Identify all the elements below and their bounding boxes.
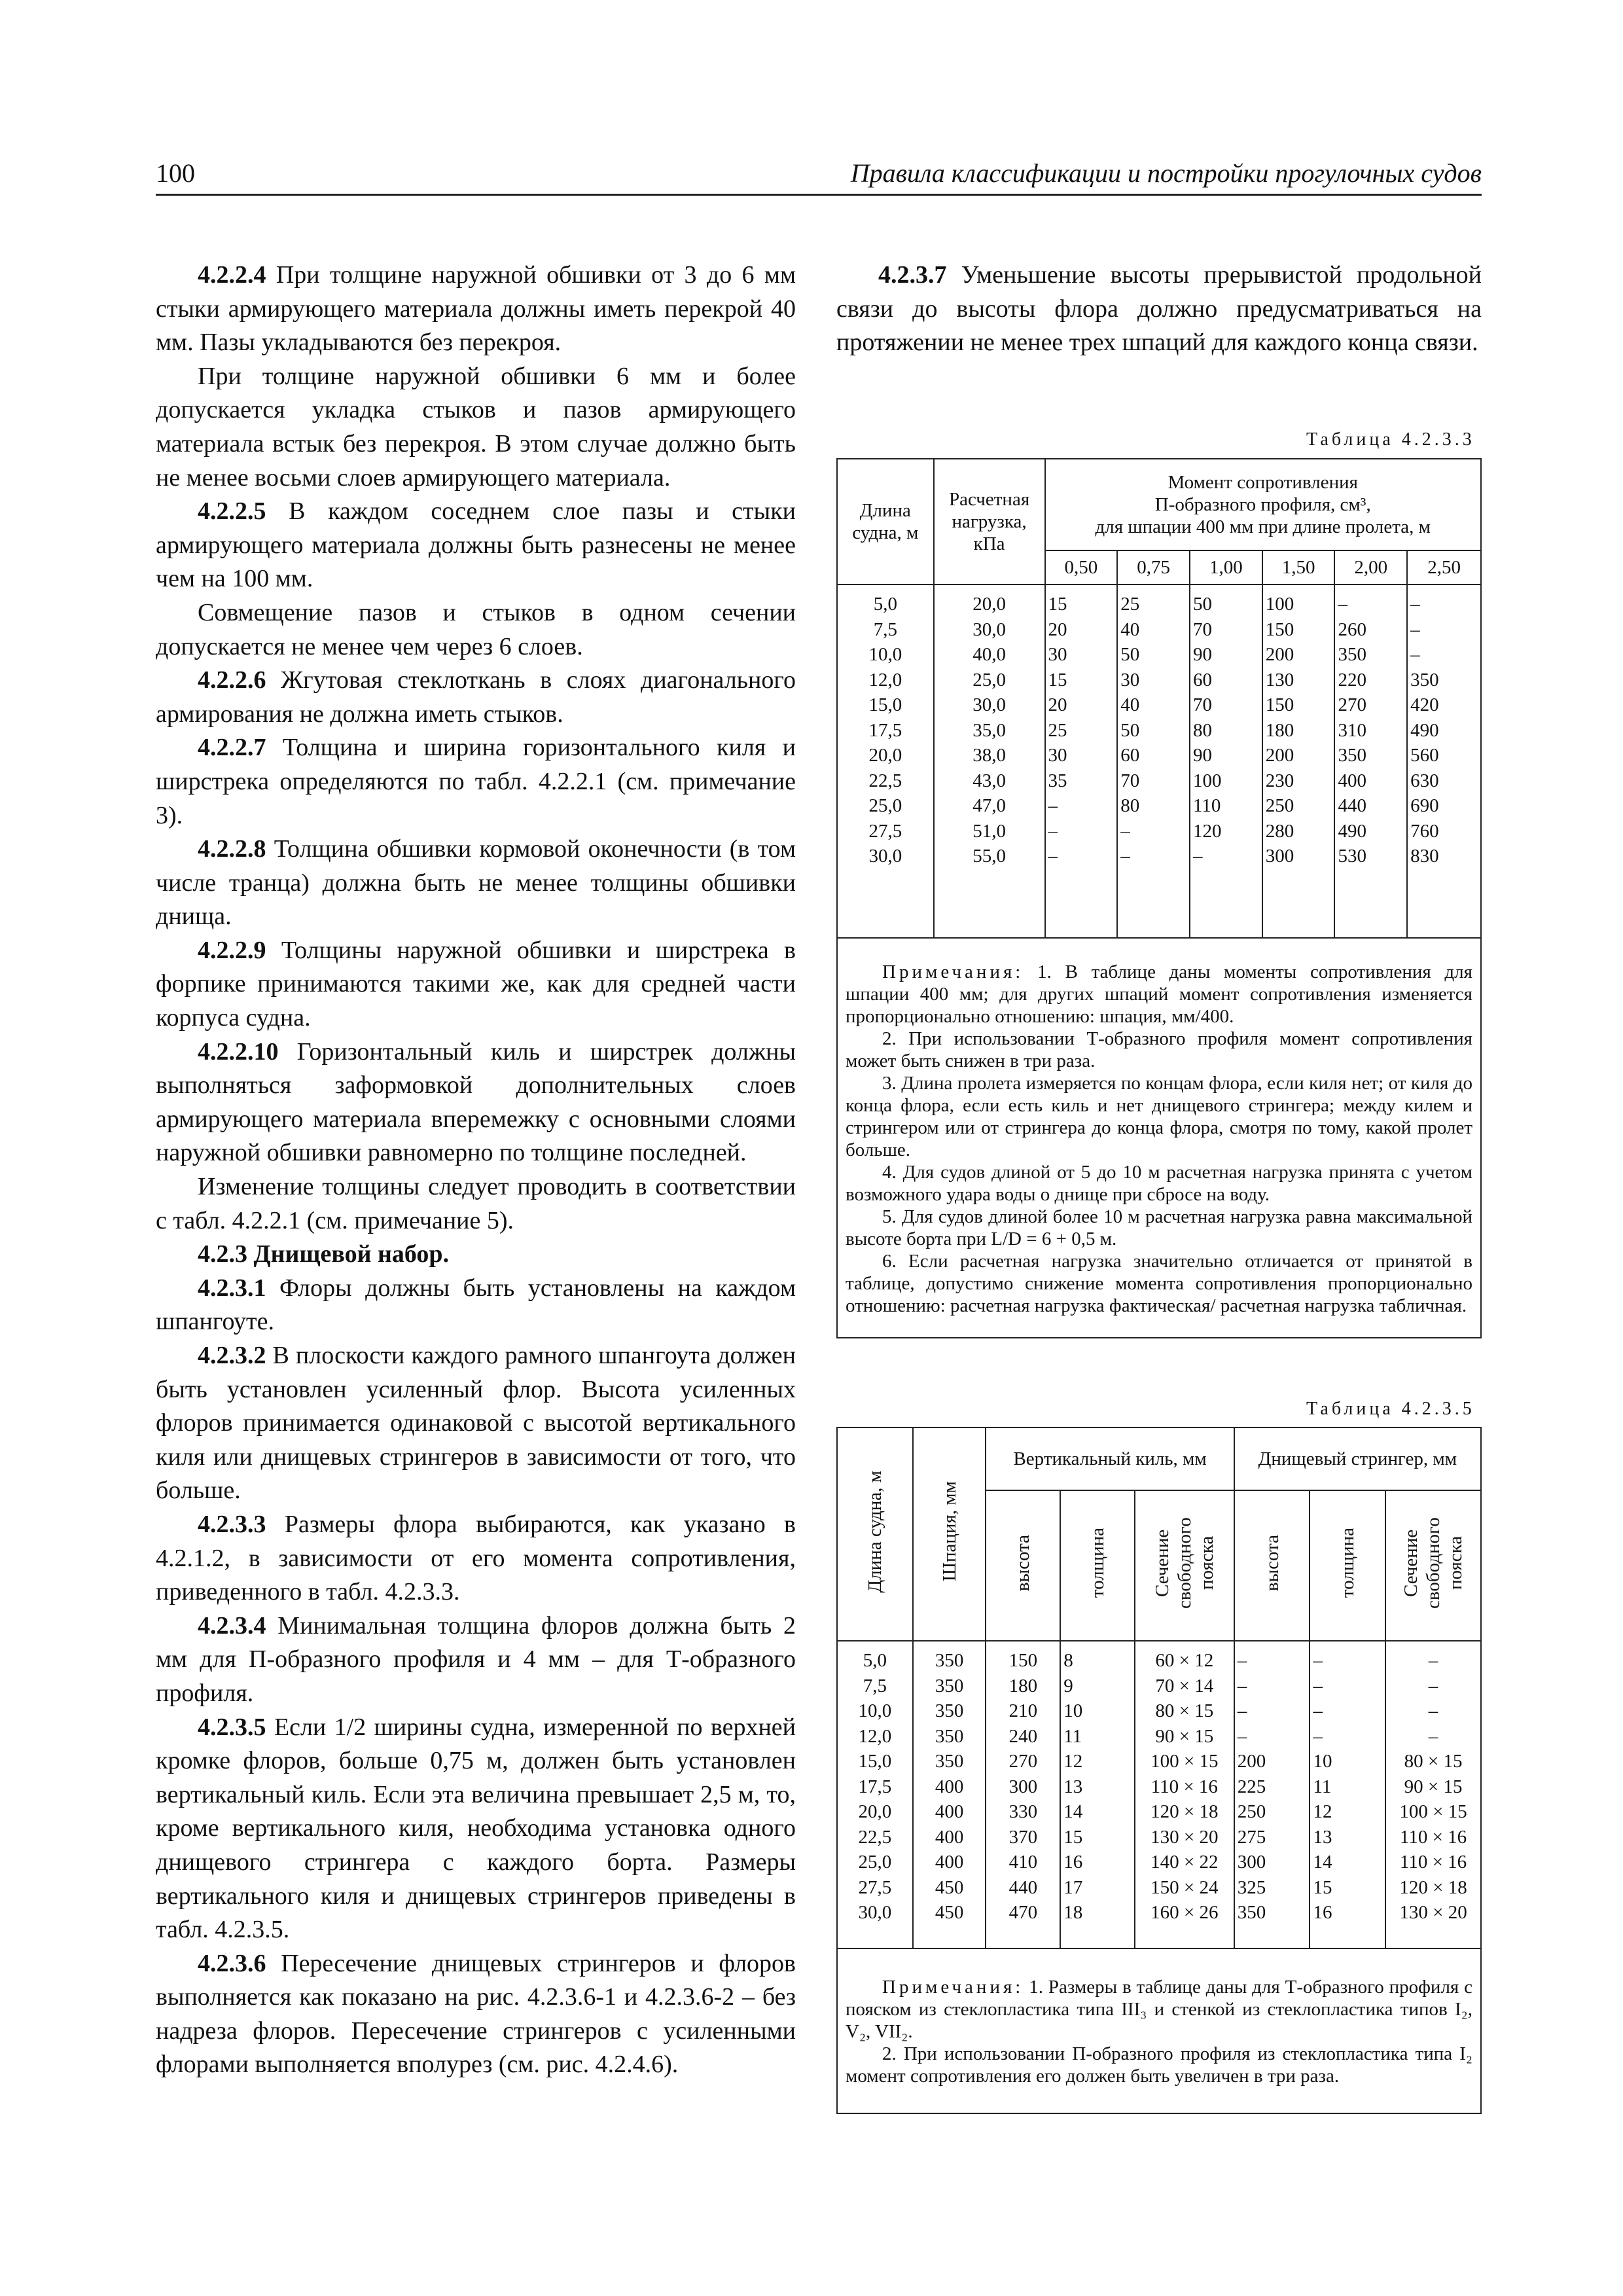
data-column bbox=[1385, 1641, 1481, 1948]
table-cell: 17,5 bbox=[858, 1776, 892, 1797]
table-cell: 200 bbox=[1265, 644, 1294, 665]
table-cell: 15 bbox=[1063, 1826, 1083, 1848]
table-cell: 15,0 bbox=[858, 1751, 892, 1772]
table-cell: 530 bbox=[1338, 846, 1366, 867]
table-cell: 150 bbox=[1265, 694, 1294, 715]
paragraph bbox=[156, 664, 796, 731]
table-cell: – bbox=[1428, 1725, 1438, 1747]
table-cell: 40 bbox=[1120, 694, 1140, 715]
table-cell: 90 × 15 bbox=[1155, 1725, 1214, 1747]
table-cell: 280 bbox=[1265, 820, 1294, 842]
clause-number: 4.2.3.1 bbox=[198, 1274, 266, 1302]
table-cell: 27,5 bbox=[868, 820, 902, 842]
table-cell: 22,5 bbox=[858, 1826, 892, 1848]
table-cell: 30,0 bbox=[858, 1902, 892, 1923]
clause-number: 4.2.2.10 bbox=[198, 1037, 279, 1066]
note-item bbox=[846, 1028, 1472, 1072]
paragraph-text: В плоскости каждого рамного шпангоута должен быть установлен усиленный флор. Высота усиленных флоров принимается одинаковой с высотой вертикального киля или днищевых стрингеров в зависимости от того, что больше. bbox=[156, 1342, 796, 1505]
table-cell: – bbox=[1313, 1725, 1323, 1747]
paragraph-text: Размеры флора выбираются, как указано в 4.2.1.2, в зависимости от его момента сопротивления, приведенного в табл. 4.2.3.3. bbox=[156, 1510, 796, 1606]
table-cell: – bbox=[1313, 1650, 1323, 1671]
clause-number: 4.2.2.4 bbox=[198, 261, 266, 289]
paragraph-text: Горизонтальный киль и ширстрек должны выполняться заформовкой дополнительных слоев армирующего материала вперемежку с основными слоями наружной обшивки равномерно по толщине последней. bbox=[156, 1037, 796, 1167]
table-cell: 400 bbox=[935, 1826, 964, 1848]
clause-number: 4.2.2.7 bbox=[198, 734, 266, 762]
note-text: 2. При использовании П-образного профиля из стеклопластика типа I₂ момент сопротивления его должен быть увеличен в три раза. bbox=[846, 2043, 1472, 2087]
table-cell: – bbox=[1048, 820, 1058, 842]
table-cell: 12,0 bbox=[868, 669, 902, 691]
note-item bbox=[846, 1206, 1472, 1250]
table-cell: 440 bbox=[1338, 795, 1366, 816]
paragraph bbox=[156, 934, 796, 1035]
table-cell: 5,0 bbox=[863, 1650, 887, 1671]
note-text: 1. Размеры в таблице даны для Т-образного профиля с пояском из стеклопластика типа III₃ и стенкой из стеклопластика типов I₂, V₂, VII₂. bbox=[846, 1977, 1472, 2042]
table-cell: 90 bbox=[1192, 745, 1212, 766]
note-item bbox=[846, 1161, 1472, 1206]
table-cell: 60 bbox=[1120, 745, 1140, 766]
table-cell: 47,0 bbox=[972, 795, 1006, 816]
span-header: 1,50 bbox=[1262, 550, 1335, 584]
table-cell: 30,0 bbox=[972, 694, 1006, 715]
table-cell: 330 bbox=[1008, 1801, 1038, 1822]
table-cell: 300 bbox=[1265, 846, 1294, 867]
table-cell: 830 bbox=[1410, 846, 1439, 867]
table-cell: 350 bbox=[1237, 1902, 1266, 1923]
table-cell: 51,0 bbox=[972, 820, 1006, 842]
table-cell: 230 bbox=[1265, 770, 1294, 791]
table-cell: 40,0 bbox=[972, 644, 1006, 665]
table-caption-4-2-3-3: Таблица 4.2.3.3 bbox=[1306, 429, 1475, 450]
data-column bbox=[1060, 1641, 1135, 1948]
table-cell: 9 bbox=[1063, 1675, 1073, 1696]
data-column bbox=[934, 584, 1045, 938]
paragraph bbox=[836, 259, 1482, 360]
paragraph bbox=[156, 1035, 796, 1170]
paragraph bbox=[156, 495, 796, 596]
note-text: 1. В таблице даны моменты сопротивления для шпации 400 мм; для других шпаций момент сопротивления изменяется пропорционально отношению: шпация, мм/400. bbox=[846, 961, 1472, 1027]
table-cell: 350 bbox=[935, 1725, 964, 1747]
data-column bbox=[837, 1641, 913, 1948]
table-cell: 440 bbox=[1008, 1876, 1038, 1898]
table-cell: 110 × 16 bbox=[1399, 1852, 1467, 1873]
table-cell: 250 bbox=[1237, 1801, 1266, 1822]
table-cell: 15 bbox=[1313, 1876, 1332, 1898]
paragraph-text: При толщине наружной обшивки от 3 до 6 мм стыки армирующего материала должны иметь перекрой 40 мм. Пазы укладываются без перекроя. bbox=[156, 261, 796, 357]
table-cell: 180 bbox=[1008, 1675, 1038, 1696]
table-cell: 120 × 18 bbox=[1150, 1801, 1219, 1822]
col-head-length: Длина судна, м bbox=[837, 1427, 913, 1641]
note-text: 2. При использовании Т-образного профиля момент сопротивления может быть снижен в три раза. bbox=[846, 1028, 1472, 1071]
clause-number: 4.2.2.9 bbox=[198, 936, 266, 964]
table-cell: 25,0 bbox=[972, 669, 1006, 691]
right-column bbox=[836, 259, 1482, 360]
data-column bbox=[913, 1641, 986, 1948]
note-item bbox=[846, 1976, 1472, 2043]
table-cell: 150 bbox=[1008, 1650, 1038, 1671]
note-text: 3. Длина пролета измеряется по концам флора, если киля нет; от киля до конца флора, если есть киль и нет днищевого стрингера; между килем и стрингером или от стрингера до конца флора, смотря по тому, какой пролет больше. bbox=[846, 1072, 1472, 1160]
table-cell: 450 bbox=[935, 1876, 964, 1898]
table-cell: 260 bbox=[1338, 619, 1366, 640]
table-cell: – bbox=[1237, 1675, 1247, 1696]
table-cell: – bbox=[1048, 846, 1058, 867]
table-cell: 90 bbox=[1192, 644, 1212, 665]
table-cell: 470 bbox=[1008, 1902, 1038, 1923]
table-cell: 200 bbox=[1237, 1751, 1266, 1772]
table-cell: 130 bbox=[1265, 669, 1294, 691]
table-cell: 12,0 bbox=[858, 1725, 892, 1747]
table-cell: 110 × 16 bbox=[1150, 1776, 1218, 1797]
table-notes-4-2-3-5 bbox=[837, 1948, 1481, 2113]
table-cell: 490 bbox=[1410, 719, 1439, 741]
table-cell: 14 bbox=[1063, 1801, 1083, 1822]
paragraph bbox=[156, 1238, 796, 1272]
table-cell: 50 bbox=[1120, 644, 1140, 665]
paragraph-text: При толщине наружной обшивки 6 мм и более допускается укладка стыков и пазов армирующего материала встык без перекроя. В этом случае должно быть не менее восьми слоев армирующего материала. bbox=[156, 362, 796, 492]
running-title: Правила классификации и постройки прогулочных судов bbox=[850, 158, 1482, 188]
table-cell: – bbox=[1192, 846, 1203, 867]
table-cell: 70 bbox=[1120, 770, 1140, 791]
table-cell: 210 bbox=[1008, 1700, 1038, 1721]
data-column bbox=[1334, 584, 1407, 938]
table-cell: 80 × 15 bbox=[1155, 1700, 1214, 1721]
table-cell: 325 bbox=[1237, 1876, 1266, 1898]
table-cell: 410 bbox=[1008, 1852, 1038, 1873]
table-cell: 17,5 bbox=[868, 719, 902, 741]
paragraph-text: Флоры должны быть установлены на каждом шпангоуте. bbox=[156, 1274, 796, 1336]
span-header: 2,00 bbox=[1334, 550, 1407, 584]
table-cell: 300 bbox=[1008, 1776, 1038, 1797]
table-cell: – bbox=[1428, 1650, 1438, 1671]
table-cell: 13 bbox=[1063, 1776, 1083, 1797]
col-head-length: Длина судна, м bbox=[837, 459, 934, 584]
table-4-2-3-5 bbox=[836, 1427, 1482, 2114]
data-column bbox=[1045, 584, 1118, 938]
table-cell: 80 bbox=[1192, 719, 1212, 741]
paragraph-text: Изменение толщины следует проводить в соответствии с табл. 4.2.2.1 (см. примечание 5). bbox=[156, 1173, 796, 1234]
table-cell: 560 bbox=[1410, 745, 1439, 766]
table-cell: 30 bbox=[1048, 745, 1067, 766]
table-cell: 7,5 bbox=[873, 619, 897, 640]
table-cell: 400 bbox=[935, 1801, 964, 1822]
notes-label: Примечания: bbox=[882, 961, 1024, 982]
table-cell: 27,5 bbox=[858, 1876, 892, 1898]
table-cell: 70 bbox=[1192, 619, 1212, 640]
paragraph-text: Пересечение днищевых стрингеров и флоров выполняется как показано на рис. 4.2.3.6-1 и 4.2.3.6-2 – без надреза флоров. Пересечение стрингеров с усиленными флорами выполняется вполурез (см. рис. 4.2.4.6). bbox=[156, 1949, 796, 2079]
table-cell: 270 bbox=[1338, 694, 1366, 715]
table-cell: 450 bbox=[935, 1902, 964, 1923]
table-cell: 400 bbox=[1338, 770, 1366, 791]
table-cell: 200 bbox=[1265, 745, 1294, 766]
clause-number: 4.2.3.6 bbox=[198, 1949, 266, 1977]
table-cell: 225 bbox=[1237, 1776, 1266, 1797]
table-cell: 100 bbox=[1192, 770, 1222, 791]
table-cell: 30,0 bbox=[972, 619, 1006, 640]
table-cell: 25,0 bbox=[858, 1852, 892, 1873]
paragraph-text: Уменьшение высоты прерывистой продольной связи до высоты флора должно предусматриваться на протяжении не менее трех шпаций для каждого конца связи. bbox=[836, 261, 1482, 357]
paragraph bbox=[156, 360, 796, 495]
table-cell: 100 bbox=[1265, 594, 1294, 615]
table-cell: 400 bbox=[935, 1776, 964, 1797]
note-text: 4. Для судов длиной от 5 до 10 м расчетная нагрузка принята с учетом возможного удара воды о днище при сбросе на воду. bbox=[846, 1161, 1472, 1205]
col-head-bottom-stringer: Днищевый стрингер, мм bbox=[1234, 1427, 1481, 1490]
table-cell: – bbox=[1313, 1675, 1323, 1696]
data-column bbox=[1135, 1641, 1234, 1948]
data-column bbox=[837, 584, 934, 938]
table-cell: 350 bbox=[935, 1675, 964, 1696]
paragraph bbox=[156, 731, 796, 833]
table-cell: 20,0 bbox=[868, 745, 902, 766]
note-item bbox=[846, 961, 1472, 1028]
table-cell: – bbox=[1120, 820, 1130, 842]
paragraph-text: Совмещение пазов и стыков в одном сечении допускается не менее чем через 6 слоев. bbox=[156, 598, 796, 660]
table-cell: 350 bbox=[1338, 745, 1366, 766]
table-cell: 20 bbox=[1048, 694, 1067, 715]
col-head-moment: Момент сопротивления П-образного профиля, см³, для шпации 400 мм при длине пролета, м bbox=[1045, 459, 1482, 550]
table-cell: 490 bbox=[1338, 820, 1366, 842]
table-cell: 275 bbox=[1237, 1826, 1266, 1848]
col-head-load: Расчетная нагрузка, кПа bbox=[934, 459, 1045, 584]
table-cell: 150 bbox=[1265, 619, 1294, 640]
table-cell: 20 bbox=[1048, 619, 1067, 640]
sub-head-keel-height: высота bbox=[986, 1490, 1060, 1641]
paragraph-text: Толщина обшивки кормовой оконечности (в том числе транца) должна быть не менее толщины обшивки днища. bbox=[156, 835, 796, 931]
paragraph bbox=[156, 259, 796, 360]
paragraph bbox=[156, 1339, 796, 1508]
table-cell: – bbox=[1428, 1675, 1438, 1696]
table-cell: 10,0 bbox=[868, 644, 902, 665]
data-column bbox=[1190, 584, 1262, 938]
table-cell: 10 bbox=[1313, 1751, 1332, 1772]
table-cell: – bbox=[1313, 1700, 1323, 1721]
data-column bbox=[1310, 1641, 1385, 1948]
sub-head-keel-flange: Сечение свободного пояска bbox=[1135, 1490, 1234, 1641]
table-cell: 13 bbox=[1313, 1826, 1332, 1848]
table-cell: 420 bbox=[1410, 694, 1439, 715]
paragraph-text: Толщина и ширина горизонтального киля и ширстрека определяются по табл. 4.2.2.1 (см. примечание 3). bbox=[156, 734, 796, 829]
table-cell: 30,0 bbox=[868, 846, 902, 867]
table-cell: 25 bbox=[1120, 594, 1140, 615]
table-cell: 110 bbox=[1192, 795, 1221, 816]
table-cell: – bbox=[1410, 619, 1420, 640]
table-cell: 300 bbox=[1237, 1852, 1266, 1873]
table-cell: 10,0 bbox=[858, 1700, 892, 1721]
table-cell: 250 bbox=[1265, 795, 1294, 816]
table-cell: 350 bbox=[935, 1650, 964, 1671]
note-text: 5. Для судов длиной более 10 м расчетная нагрузка равна максимальной высоте борта при L/D = 6 + 0,5 м. bbox=[846, 1206, 1472, 1249]
table-cell: 15,0 bbox=[868, 694, 902, 715]
clause-number: 4.2.2.8 bbox=[198, 835, 266, 863]
table-cell: 60 × 12 bbox=[1155, 1650, 1214, 1671]
paragraph-text: В каждом соседнем слое пазы и стыки армирующего материала должны быть разнесены не менее чем на 100 мм. bbox=[156, 497, 796, 593]
paragraph-text: Жгутовая стеклоткань в слоях диагонального армирования не должна иметь стыков. bbox=[156, 666, 796, 728]
paragraph bbox=[156, 1272, 796, 1339]
table-cell: 10 bbox=[1063, 1700, 1083, 1721]
table-cell: 40 bbox=[1120, 619, 1140, 640]
data-column bbox=[986, 1641, 1060, 1948]
table-cell: 7,5 bbox=[863, 1675, 887, 1696]
table-cell: – bbox=[1120, 846, 1130, 867]
table-cell: 350 bbox=[935, 1751, 964, 1772]
table-cell: 130 × 20 bbox=[1150, 1826, 1219, 1848]
table-cell: 50 bbox=[1192, 594, 1212, 615]
paragraph bbox=[156, 1711, 796, 1947]
paragraph bbox=[156, 833, 796, 934]
table-cell: 43,0 bbox=[972, 770, 1006, 791]
page-number: 100 bbox=[156, 158, 195, 188]
table-cell: 370 bbox=[1008, 1826, 1038, 1848]
paragraph bbox=[156, 1170, 796, 1238]
table-cell: 35,0 bbox=[972, 719, 1006, 741]
table-4-2-3-3 bbox=[836, 458, 1482, 1338]
table-cell: 15 bbox=[1048, 669, 1067, 691]
table-cell: 630 bbox=[1410, 770, 1439, 791]
sub-head-keel-thickness: толщина bbox=[1060, 1490, 1135, 1641]
table-cell: 310 bbox=[1338, 719, 1366, 741]
table-cell: – bbox=[1410, 644, 1420, 665]
table-cell: 20,0 bbox=[972, 594, 1006, 615]
left-column bbox=[156, 259, 796, 2082]
data-column bbox=[1234, 1641, 1310, 1948]
span-header: 0,50 bbox=[1045, 550, 1118, 584]
table-cell: 30 bbox=[1048, 644, 1067, 665]
table-cell: 20,0 bbox=[858, 1801, 892, 1822]
sub-head-stringer-flange: Сечение свободного пояска bbox=[1385, 1490, 1481, 1641]
data-column bbox=[1407, 584, 1481, 938]
table-cell: 110 × 16 bbox=[1399, 1826, 1467, 1848]
table-cell: 100 × 15 bbox=[1399, 1801, 1467, 1822]
table-caption-4-2-3-5: Таблица 4.2.3.5 bbox=[1306, 1399, 1475, 1419]
clause-number: 4.2.2.5 bbox=[198, 497, 266, 526]
table-cell: 120 bbox=[1192, 820, 1222, 842]
paragraph-text: Толщины наружной обшивки и ширстрека в форпике принимаются такими же, как для средней части корпуса судна. bbox=[156, 936, 796, 1032]
table-cell: 690 bbox=[1410, 795, 1439, 816]
table-cell: 130 × 20 bbox=[1399, 1902, 1467, 1923]
paragraph-text: Если 1/2 ширины судна, измеренной по верхней кромке флоров, больше 0,75 м, должен быть установлен вертикальный киль. Если эта величина превышает 2,5 м, то, кроме вертикального киля, необходима установка одного днищевого стрингера с каждого борта. Размеры вертикального киля и днищевых стрингеров приведены в табл. 4.2.3.5. bbox=[156, 1713, 796, 1944]
table-cell: 38,0 bbox=[972, 745, 1006, 766]
table-cell: 50 bbox=[1120, 719, 1140, 741]
table-cell: 70 bbox=[1192, 694, 1212, 715]
note-item bbox=[846, 2043, 1472, 2087]
table-cell: 60 bbox=[1192, 669, 1212, 691]
table-cell: 18 bbox=[1063, 1902, 1083, 1923]
span-header: 2,50 bbox=[1407, 550, 1481, 584]
table-cell: 8 bbox=[1063, 1650, 1073, 1671]
note-item bbox=[846, 1250, 1472, 1317]
table-cell: 25 bbox=[1048, 719, 1067, 741]
table-cell: 90 × 15 bbox=[1404, 1776, 1463, 1797]
table-cell: 12 bbox=[1313, 1801, 1332, 1822]
note-text: 6. Если расчетная нагрузка значительно отличается от принятой в таблице, допустимо снижение момента сопротивления пропорционально отношению: расчетная нагрузка фактическая/ расчетная нагрузка табличная. bbox=[846, 1250, 1472, 1316]
notes-label: Примечания: bbox=[882, 1977, 1024, 1998]
table-cell: 35 bbox=[1048, 770, 1067, 791]
table-cell: – bbox=[1410, 594, 1420, 615]
table-cell: 12 bbox=[1063, 1751, 1083, 1772]
table-notes-4-2-3-3 bbox=[837, 938, 1481, 1338]
table-cell: 350 bbox=[1410, 669, 1439, 691]
table-cell: 16 bbox=[1313, 1902, 1332, 1923]
table-cell: – bbox=[1237, 1650, 1247, 1671]
table-cell: 100 × 15 bbox=[1150, 1751, 1219, 1772]
clause-number: 4.2.3.4 bbox=[198, 1611, 266, 1640]
table-cell: 16 bbox=[1063, 1852, 1083, 1873]
table-cell: 15 bbox=[1048, 594, 1067, 615]
table-cell: 270 bbox=[1008, 1751, 1038, 1772]
table-cell: 11 bbox=[1063, 1725, 1082, 1747]
paragraph bbox=[156, 596, 796, 664]
clause-number: 4.2.3.2 bbox=[198, 1342, 266, 1369]
col-head-vertical-keel: Вертикальный киль, мм bbox=[986, 1427, 1234, 1490]
table-cell: 400 bbox=[935, 1852, 964, 1873]
paragraph-text: Минимальная толщина флоров должна быть 2 мм для П-образного профиля и 4 мм – для Т-образного профиля. bbox=[156, 1611, 796, 1707]
table-cell: 760 bbox=[1410, 820, 1439, 842]
table-cell: – bbox=[1338, 594, 1347, 615]
clause-number: 4.2.3.5 bbox=[198, 1713, 266, 1741]
span-header: 0,75 bbox=[1117, 550, 1190, 584]
table-cell: – bbox=[1237, 1725, 1247, 1747]
sub-head-stringer-thickness: толщина bbox=[1310, 1490, 1385, 1641]
clause-number: 4.2.3 Днищевой набор. bbox=[198, 1240, 450, 1268]
table-cell: 55,0 bbox=[972, 846, 1006, 867]
clause-number: 4.2.2.6 bbox=[198, 666, 266, 694]
table-cell: 80 bbox=[1120, 795, 1140, 816]
table-cell: 22,5 bbox=[868, 770, 902, 791]
table-cell: 160 × 26 bbox=[1150, 1902, 1219, 1923]
paragraph bbox=[156, 1947, 796, 2082]
table-cell: 350 bbox=[1338, 644, 1366, 665]
clause-number: 4.2.3.3 bbox=[198, 1510, 266, 1538]
table-cell: 25,0 bbox=[868, 795, 902, 816]
table-cell: 70 × 14 bbox=[1155, 1675, 1214, 1696]
table-cell: – bbox=[1237, 1700, 1247, 1721]
table-cell: 180 bbox=[1265, 719, 1294, 741]
table-cell: 240 bbox=[1008, 1725, 1038, 1747]
table-cell: 30 bbox=[1120, 669, 1140, 691]
table-cell: 220 bbox=[1338, 669, 1366, 691]
paragraph bbox=[156, 1508, 796, 1609]
data-column bbox=[1117, 584, 1190, 938]
clause-number: 4.2.3.7 bbox=[878, 261, 947, 289]
page-header bbox=[156, 154, 1482, 196]
table-cell: – bbox=[1428, 1700, 1438, 1721]
table-cell: – bbox=[1048, 795, 1058, 816]
table-cell: 120 × 18 bbox=[1399, 1876, 1467, 1898]
span-header: 1,00 bbox=[1190, 550, 1262, 584]
table-cell: 140 × 22 bbox=[1150, 1852, 1219, 1873]
table-cell: 80 × 15 bbox=[1404, 1751, 1463, 1772]
sub-head-stringer-height: высота bbox=[1234, 1490, 1310, 1641]
table-cell: 150 × 24 bbox=[1150, 1876, 1219, 1898]
note-item bbox=[846, 1072, 1472, 1161]
table-cell: 11 bbox=[1313, 1776, 1332, 1797]
table-cell: 14 bbox=[1313, 1852, 1332, 1873]
col-head-spacing: Шпация, мм bbox=[913, 1427, 986, 1641]
data-column bbox=[1262, 584, 1335, 938]
table-cell: 17 bbox=[1063, 1876, 1083, 1898]
paragraph bbox=[156, 1609, 796, 1711]
table-cell: 5,0 bbox=[873, 594, 897, 615]
table-cell: 350 bbox=[935, 1700, 964, 1721]
